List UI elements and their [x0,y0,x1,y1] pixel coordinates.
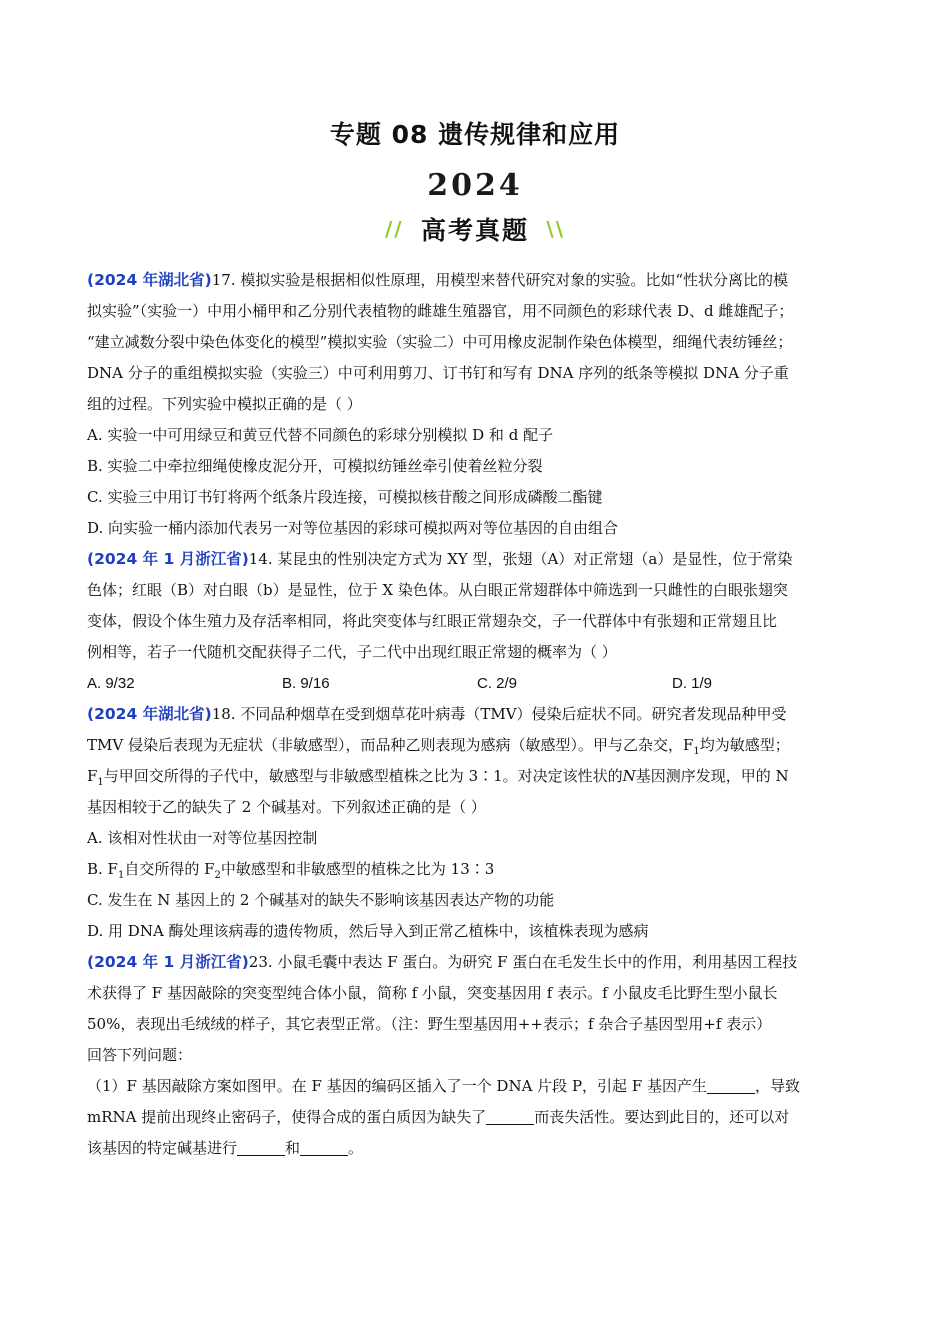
q14-text-1: 14. 某昆虫的性别决定方式为 XY 型，张翅（A）对正常翅（a）是显性，位于常染 [248,550,793,568]
answer-blank-4[interactable] [300,1139,348,1156]
q23-p1-text-a: （1）F 基因敲除方案如图甲。在 F 基因的编码区插入了一个 DNA 片段 P，引起 F 基因产生 [87,1077,707,1095]
q17-source: (2024 年湖北省) [87,271,212,289]
year-heading-wrap [0,168,950,203]
q17-line-2: 拟实验”（实验一）中用小桶甲和乙分别代表植物的雌雄生殖器官，用不同颜色的彩球代表 D、d 雌雄配子； [87,302,794,320]
q17-option-b: B. 实验二中牵拉细绳使橡皮泥分开，可模拟纺锤丝牵引使着丝粒分裂 [87,457,543,475]
q23-line-2: 术获得了 F 基因敲除的突变型纯合体小鼠，简称 f 小鼠，突变基因用 f 表示。f 小鼠皮毛比野生型小鼠长 [87,984,778,1002]
q18-option-b-text-c: 中敏感型和非敏感型的植株之比为 13∶3 [220,860,495,878]
q14-option-d: D. 1/9 [672,675,713,692]
q18-sub-f1: 1 [693,746,700,757]
q23-part1-line-3 [87,1133,867,1164]
banner-wrap [0,209,950,247]
q18-gene-n: N [622,767,636,785]
q23-p2-text-b: 而丧失活性。要达到此目的，还可以对 [534,1108,790,1126]
q23-part1-line-1 [87,1071,867,1102]
banner-text: 高考真题 [420,216,529,245]
q23-text-1: 23. 小鼠毛囊中表达 F 蛋白。为研究 F 蛋白在毛发生长中的作用，利用基因工程技 [248,953,798,971]
q18-text-1: 18. 不同品种烟草在受到烟草花叶病毒（TMV）侵染后症状不同。研究者发现品种甲受 [211,705,787,723]
q18-option-d: D. 用 DNA 酶处理该病毒的遗传物质，然后导入到正常乙植株中，该植株表现为感病 [87,922,649,940]
q23-line-4: 回答下列问题： [87,1046,193,1064]
q14-option-b: B. 9/16 [282,675,330,692]
answer-blank-3[interactable] [237,1139,285,1156]
q18-text-3b: 与甲回交所得的子代中，敏感型与非敏感型植株之比为 3∶1。对决定该性状的 [103,767,623,785]
q14-option-c: C. 2/9 [477,675,518,692]
q14-option-a: A. 9/32 [87,675,135,692]
q23-p2-text-a: mRNA 提前出现终止密码子，使得合成的蛋白质因为缺失了 [87,1108,487,1126]
question-content [87,265,867,1164]
q23-part1-line-2 [87,1102,867,1133]
year-text: 2024 [427,168,523,203]
q18-option-b-sub2: 2 [214,870,221,881]
q18-option-b-text-b: 自交所得的 F [124,860,215,878]
q14-line-3: 变体，假设个体生殖力及存活率相同，将此突变体与红眼正常翅杂交，子一代群体中有张翅和正常翅且比 [87,612,778,630]
q14-source: (2024 年 1 月浙江省) [87,550,249,568]
q17-line-3: “建立减数分裂中染色体变化的模型”模拟实验（实验二）中可用橡皮泥制作染色体模型，细绳代表纺锤丝； [87,333,793,351]
q18-line-1 [87,699,867,730]
q23-p3-text-c: 。 [348,1139,364,1157]
q18-text-3a: F [87,767,98,785]
q17-option-c: C. 实验三中用订书钉将两个纸条片段连接，可模拟核苷酸之间形成磷酸二酯键 [87,488,603,506]
section-banner [384,209,565,247]
q17-line-4: DNA 分子的重组模拟实验（实验三）中可利用剪刀、订书钉和写有 DNA 序列的纸条等模拟 DNA 分子重 [87,364,789,382]
q17-line-1 [87,265,867,296]
q18-option-b [87,854,867,885]
q17-line-5: 组的过程。下列实验中模拟正确的是（ ） [87,395,362,413]
q14-options [87,668,867,699]
q17-option-a: A. 实验一中可用绿豆和黄豆代替不同颜色的彩球分别模拟 D 和 d 配子 [87,426,554,444]
q23-line-3: 50%，表现出毛绒绒的样子，其它表型正常。（注：野生型基因用++表示；f 杂合子基因型用+f 表示） [87,1015,772,1033]
q18-text-2: TMV 侵染后表现为无症状（非敏感型），而品种乙则表现为感病（敏感型）。甲与乙杂交，F [87,736,694,754]
q18-option-b-text-a: B. F [87,860,118,878]
q14-line-2: 色体；红眼（B）对白眼（b）是显性，位于 X 染色体。从白眼正常翅群体中筛选到一只雌性的白眼张翅突 [87,581,788,599]
q18-line-3 [87,761,867,792]
q18-option-b-sub1: 1 [117,870,125,881]
answer-blank-2[interactable] [486,1108,534,1125]
q14-line-4: 例相等，若子一代随机交配获得子二代，子二代中出现红眼正常翅的概率为（ ） [87,643,617,661]
q17-text-1: 17. 模拟实验是根据相似性原理，用模型来替代研究对象的实验。比如“性状分离比的模 [211,271,789,289]
q18-option-a: A. 该相对性状由一对等位基因控制 [87,829,318,847]
banner-left-deco-icon: // [384,217,404,241]
q23-source: (2024 年 1 月浙江省) [87,953,249,971]
q18-line-4: 基因相较于乙的缺失了 2 个碱基对。下列叙述正确的是（ ） [87,798,486,816]
q23-p1-text-b: ，导致 [755,1077,801,1095]
q18-line-2 [87,730,867,761]
year-heading [427,168,523,203]
q18-source: (2024 年湖北省) [87,705,212,723]
q23-line-1 [87,947,867,978]
q23-p3-text-b: 和 [285,1139,301,1157]
page-title: 专题 08 遗传规律和应用 [329,120,621,149]
q17-option-d: D. 向实验一桶内添加代表另一对等位基因的彩球可模拟两对等位基因的自由组合 [87,519,619,537]
q18-option-c: C. 发生在 N 基因上的 2 个碱基对的缺失不影响该基因表达产物的功能 [87,891,555,909]
q18-sub-f1-b: 1 [97,777,104,788]
banner-right-deco-icon: \\ [546,217,565,241]
q18-text-3c: 基因测序发现，甲的 N [635,767,789,785]
q14-line-1 [87,544,867,575]
q18-text-2-end: 均为敏感型； [699,736,790,754]
answer-blank-1[interactable] [707,1077,755,1094]
q23-p3-text-a: 该基因的特定碱基进行 [87,1139,238,1157]
